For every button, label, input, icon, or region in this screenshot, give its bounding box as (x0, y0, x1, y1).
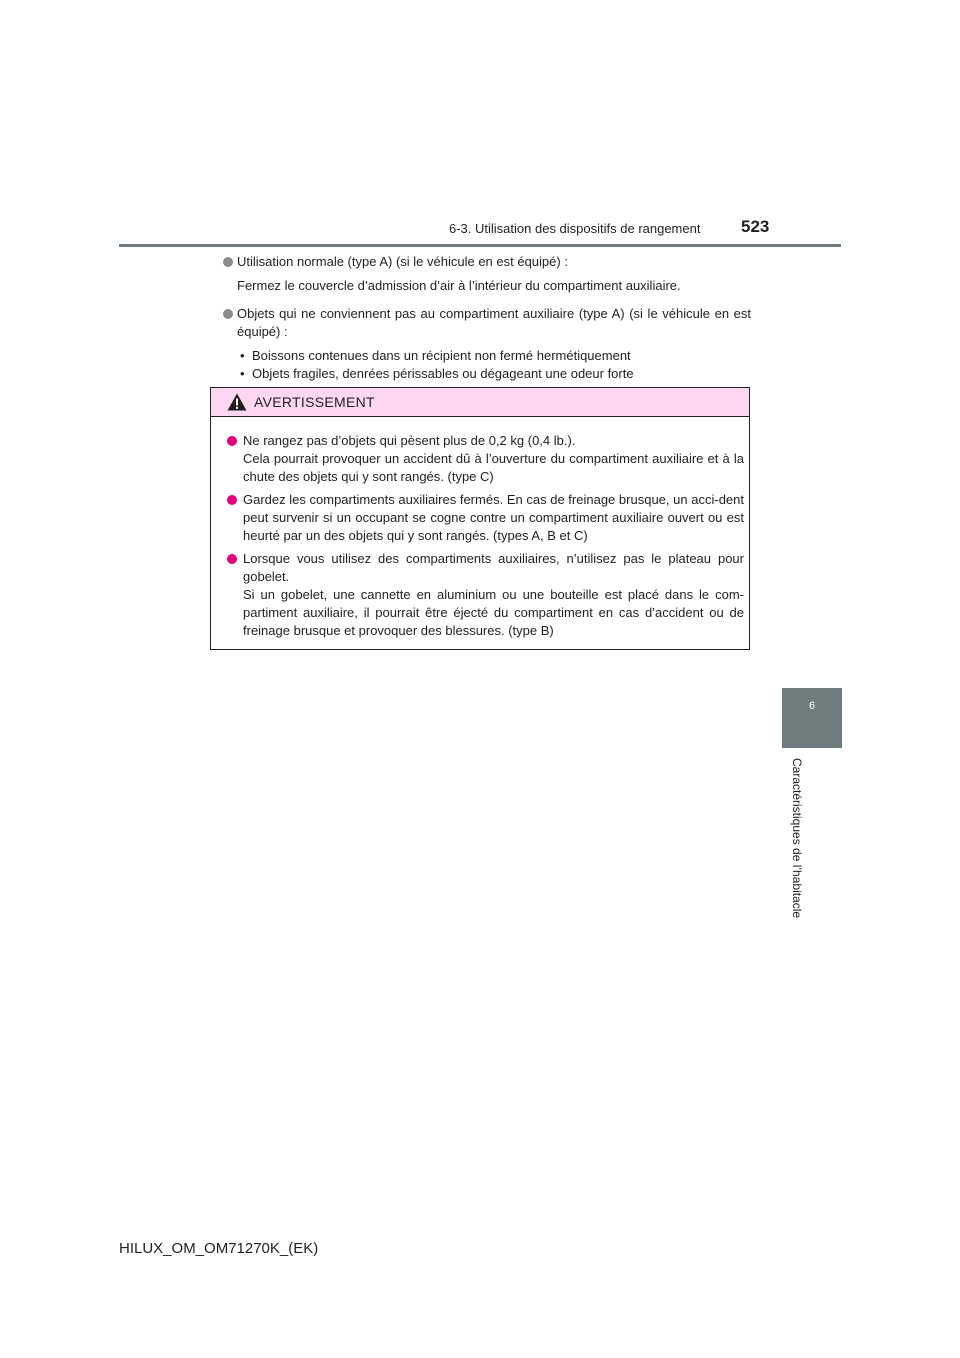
chapter-title: Caractéristiques de l’habitacle (790, 758, 804, 919)
chapter-tab (782, 688, 842, 748)
bullet-item-unsuitable-objects (223, 305, 751, 341)
document-code: HILUX_OM_OM71270K_(EK) (119, 1240, 319, 1257)
warning-title: AVERTISSEMENT (254, 394, 375, 410)
warning-line: Cela pourrait provoquer un accident dû à l’ouverture du compartiment auxiliaire et à la chute des objets qui y sont rangés. (type C) (243, 451, 744, 484)
bullet-item-normal-use (223, 253, 751, 271)
warning-line: Ne rangez pas d’objets qui pèsent plus de 0,2 kg (0,4 lb.). (243, 433, 576, 448)
warning-box (210, 387, 750, 650)
main-content (223, 253, 751, 383)
chapter-number: 6 (808, 700, 816, 712)
page-number: 523 (741, 217, 770, 236)
bullet-title: Utilisation normale (type A) (si le véhicule en est équipé) : (237, 254, 568, 269)
unsuitable-objects-list (240, 347, 751, 383)
warning-item-keep-closed (226, 491, 744, 545)
warning-bullet-icon (227, 554, 237, 564)
header-rule (119, 244, 841, 247)
bullet-title: Objets qui ne conviennent pas au compartiment auxiliaire (type A) (si le véhicule en est équipé) : (237, 306, 751, 339)
list-item: • Objets fragiles, denrées périssables ou dégageant une odeur forte (240, 366, 634, 381)
list-item: • Boissons contenues dans un récipient non fermé hermétiquement (240, 348, 631, 363)
warning-triangle-icon (227, 393, 247, 416)
bullet-icon (223, 257, 233, 267)
warning-item-cup-holder (226, 550, 744, 640)
warning-bullet-icon (227, 495, 237, 505)
warning-line: Gardez les compartiments auxiliaires fermés. En cas de freinage brusque, un acci-dent peut survenir si un occupant se cogne contre un compartiment auxiliaire ouvert ou est heurté par un des objets qui y sont rangés. (types A, B et C) (243, 492, 744, 543)
instruction-text: Fermez le couvercle d’admission d’air à l’intérieur du compartiment auxiliaire. (237, 278, 681, 293)
warning-body (226, 432, 744, 645)
bullet-icon (223, 309, 233, 319)
warning-header (211, 388, 749, 417)
warning-item-weight-limit (226, 432, 744, 486)
section-title: 6-3. Utilisation des dispositifs de rangement (449, 221, 701, 236)
warning-bullet-icon (227, 436, 237, 446)
warning-line: Lorsque vous utilisez des compartiments auxiliaires, n’utilisez pas le plateau pour gobelet. (243, 551, 744, 584)
warning-line: Si un gobelet, une cannette en aluminium ou une bouteille est placé dans le com-partiment auxiliaire, il pourrait être éjecté du compartiment en cas d’accident ou de freinage brusque et provoquer des blessures. (type B) (243, 587, 744, 638)
